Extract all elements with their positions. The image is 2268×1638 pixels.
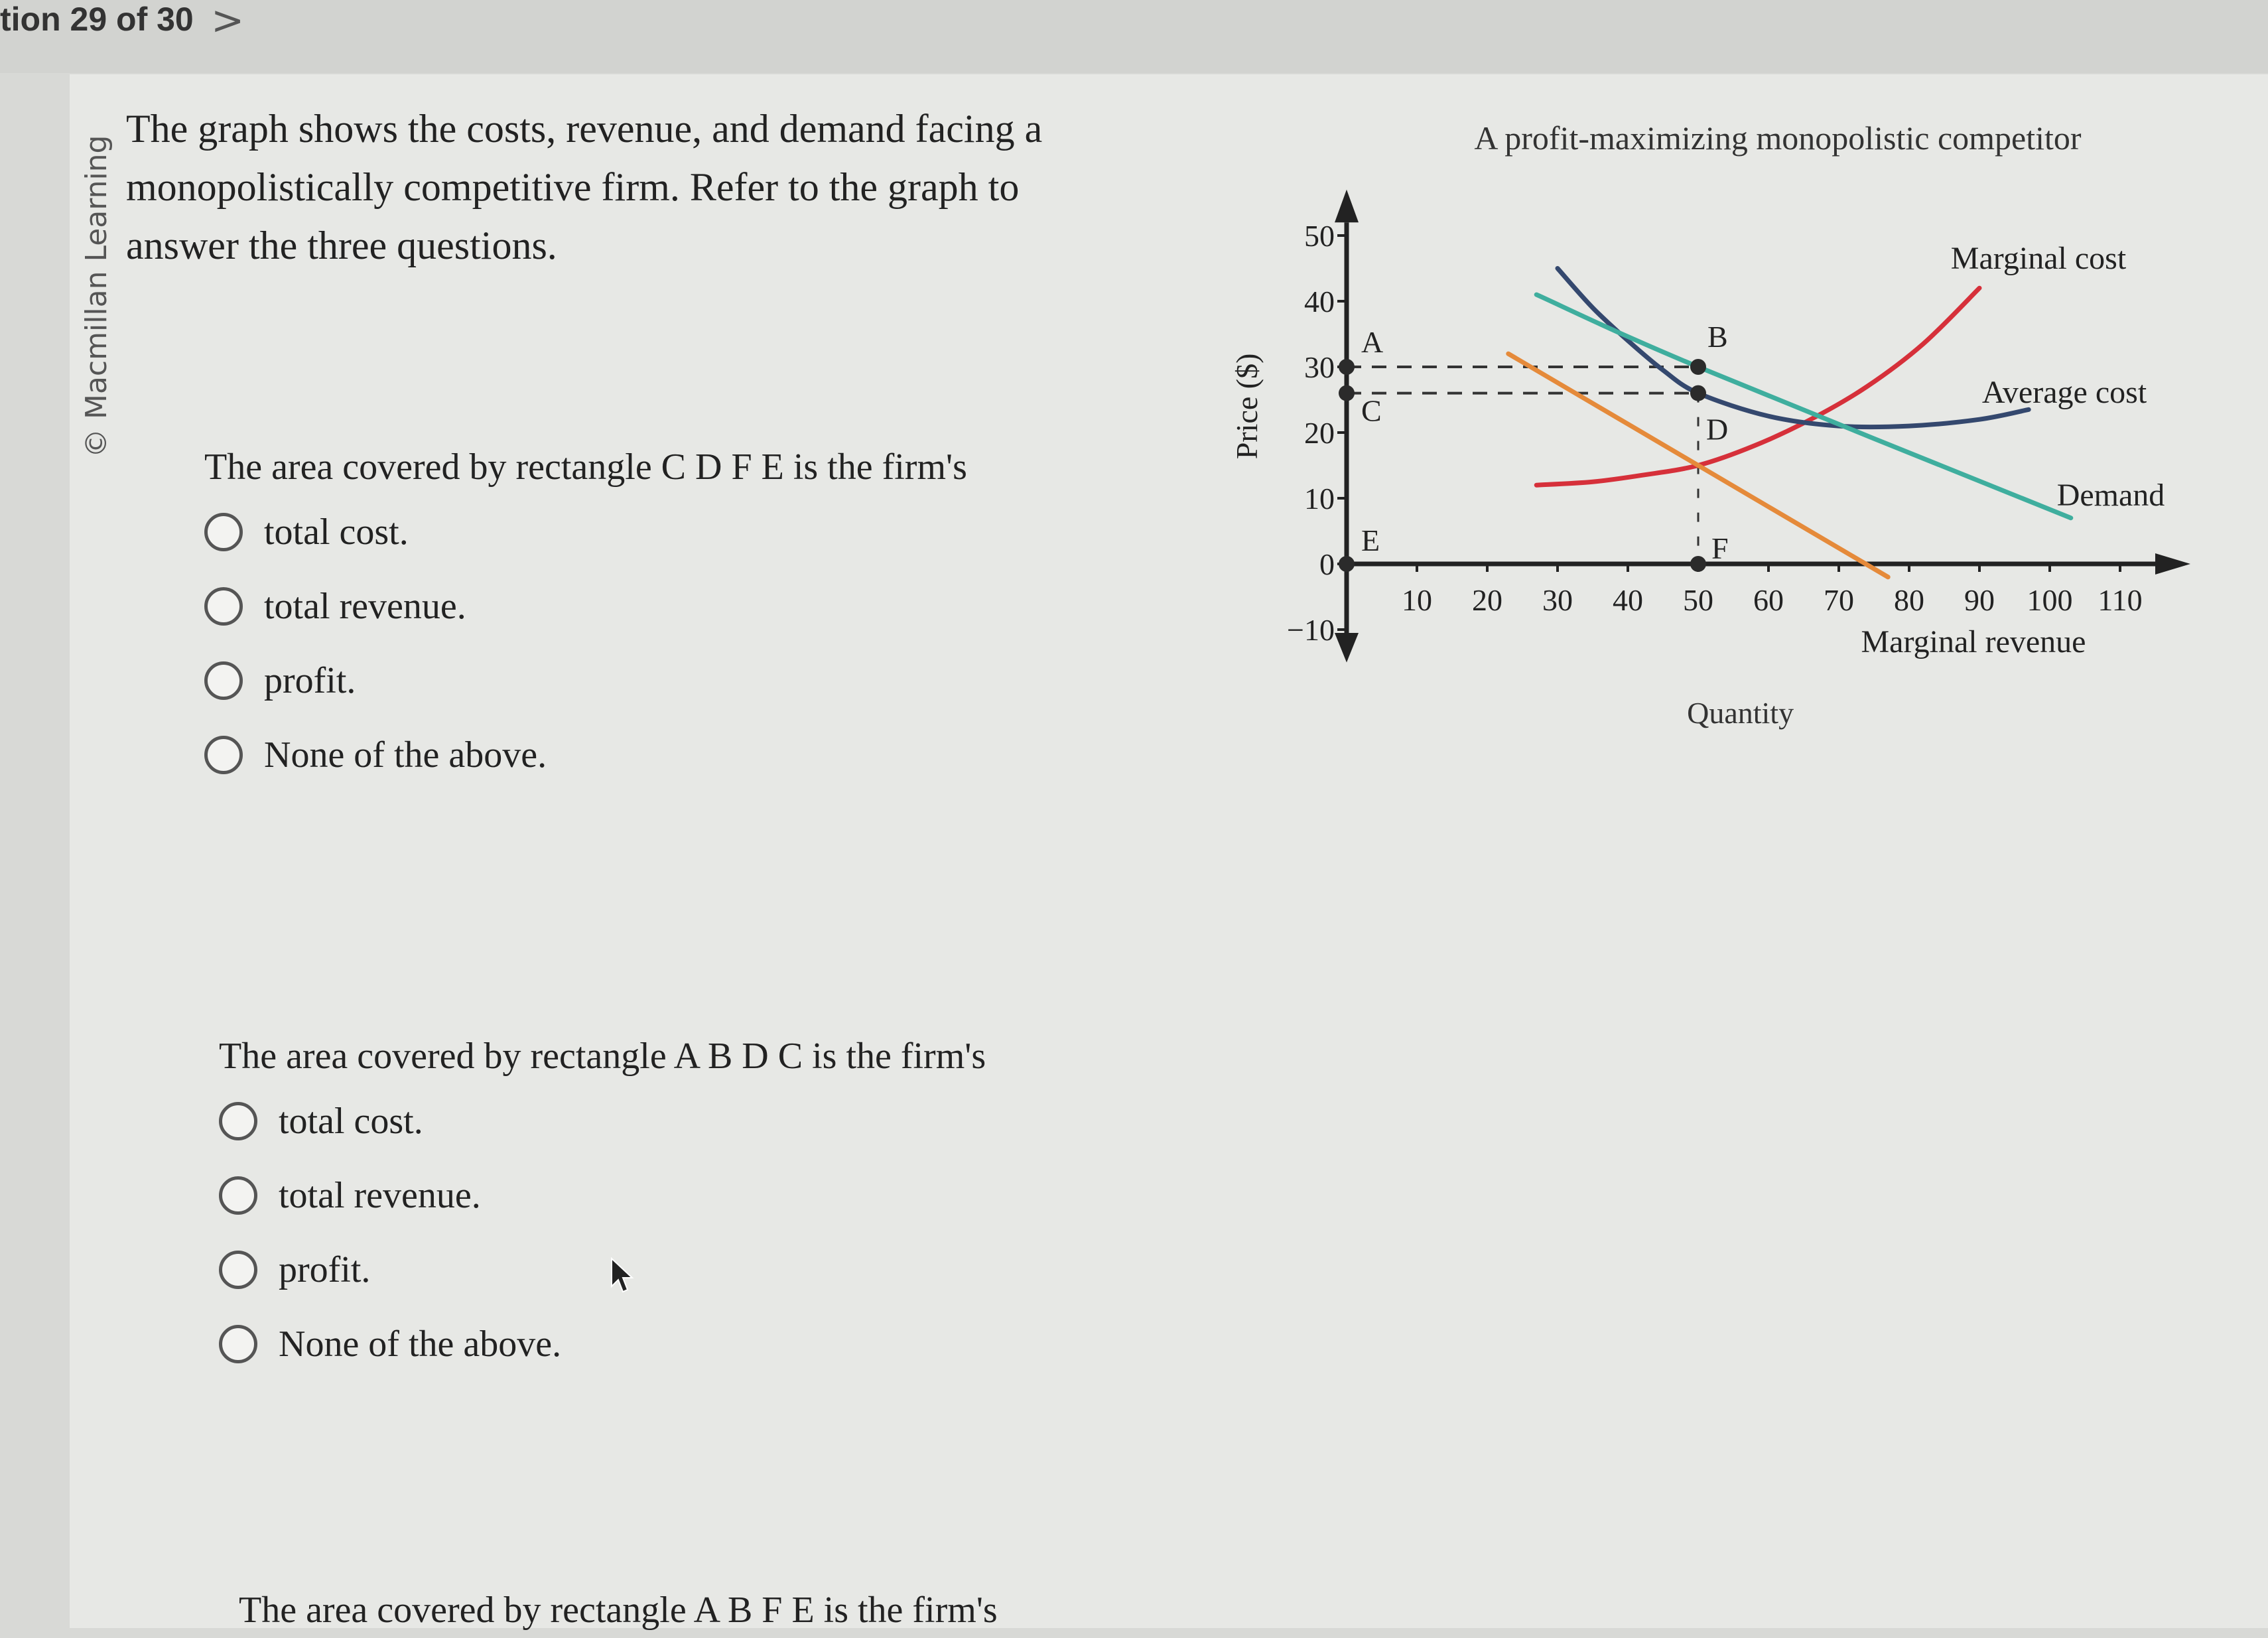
option-label: total revenue. (264, 586, 466, 627)
radio-button[interactable] (204, 513, 243, 551)
point-c (1339, 385, 1355, 401)
question-stem: The area covered by rectangle A B F E is the firm's (239, 1590, 998, 1631)
radio-button[interactable] (204, 661, 243, 700)
y-axis-arrow (1335, 190, 1359, 223)
x-tick-label: 30 (1542, 583, 1573, 617)
point-d (1690, 385, 1706, 401)
x-tick-label: 70 (1824, 583, 1854, 617)
x-tick-label: 10 (1402, 583, 1432, 617)
question-3 (239, 1589, 998, 1638)
radio-button[interactable] (219, 1176, 257, 1215)
x-axis-arrow (2155, 553, 2190, 575)
x-tick-label: 20 (1472, 583, 1502, 617)
option-label: total cost. (279, 1101, 423, 1142)
radio-button[interactable] (204, 736, 243, 774)
answer-option[interactable] (219, 1233, 986, 1307)
x-axis-label: Quantity (1687, 696, 1794, 730)
point-a (1339, 359, 1355, 375)
mouse-pointer-icon (610, 1257, 634, 1294)
series-label-marginal-revenue: Marginal revenue (1861, 624, 2086, 659)
x-tick-label: 80 (1894, 583, 1924, 617)
x-tick-label: 50 (1683, 583, 1713, 617)
answer-option[interactable] (204, 495, 967, 569)
chart-title: A profit-maximizing monopolistic competitor (1474, 119, 2082, 157)
radio-button[interactable] (204, 587, 243, 626)
y-tick-label: 50 (1304, 219, 1335, 253)
option-label: total cost. (264, 512, 409, 553)
radio-button[interactable] (219, 1325, 257, 1363)
y-tick-label: −10 (1287, 613, 1335, 647)
question-stem: The area covered by rectangle A B D C is the firm's (219, 1036, 986, 1077)
x-tick-label: 100 (2027, 583, 2073, 617)
option-label: None of the above. (264, 734, 547, 776)
question-counter: tion 29 of 30 (0, 1, 194, 38)
point-f (1690, 556, 1706, 572)
x-tick-label: 60 (1753, 583, 1784, 617)
point-label-e: E (1361, 523, 1380, 557)
question-1 (204, 446, 967, 792)
series-label-marginal-cost: Marginal cost (1950, 241, 2127, 276)
option-label: profit. (264, 660, 356, 701)
x-tick-label: 90 (1964, 583, 1995, 617)
answer-option[interactable] (219, 1307, 986, 1381)
y-tick-label: 10 (1304, 482, 1335, 515)
point-label-d: D (1706, 412, 1729, 446)
y-tick-label: 40 (1304, 285, 1335, 318)
top-bar (0, 0, 2268, 73)
y-tick-label: 30 (1304, 350, 1335, 384)
option-label: total revenue. (279, 1175, 481, 1216)
radio-button[interactable] (219, 1251, 257, 1289)
series-label-average-cost: Average cost (1981, 375, 2147, 410)
point-label-a: A (1361, 325, 1384, 359)
option-label: profit. (279, 1249, 371, 1290)
copyright-credit: © Macmillan Learning (80, 135, 113, 458)
point-label-c: C (1361, 393, 1382, 428)
y-axis-arrow (1335, 633, 1359, 663)
answer-option[interactable] (204, 718, 967, 792)
answer-option[interactable] (219, 1084, 986, 1158)
option-label: None of the above. (279, 1324, 562, 1365)
answer-option[interactable] (219, 1158, 986, 1233)
intro-text: The graph shows the costs, revenue, and demand facing a monopolistically competitive firm. Refer to the graph to answer the three questions. (126, 107, 1043, 267)
series-label-demand: Demand (2056, 478, 2165, 513)
point-b (1690, 359, 1706, 375)
y-tick-label: 0 (1319, 547, 1335, 581)
point-e (1339, 556, 1355, 572)
point-label-b: B (1707, 320, 1728, 354)
y-tick-label: 20 (1304, 416, 1335, 450)
radio-button[interactable] (219, 1102, 257, 1140)
x-tick-label: 110 (2098, 583, 2143, 617)
y-axis-label: Price ($) (1230, 353, 1264, 460)
x-tick-label: 40 (1613, 583, 1643, 617)
answer-option[interactable] (204, 644, 967, 718)
monopolistic-competitor-chart (1194, 100, 2229, 763)
next-question-chevron-icon[interactable]: > (211, 0, 245, 44)
point-label-f: F (1711, 531, 1729, 565)
answer-option[interactable] (204, 569, 967, 644)
question-2 (219, 1035, 986, 1381)
question-stem: The area covered by rectangle C D F E is the firm's (204, 446, 967, 488)
